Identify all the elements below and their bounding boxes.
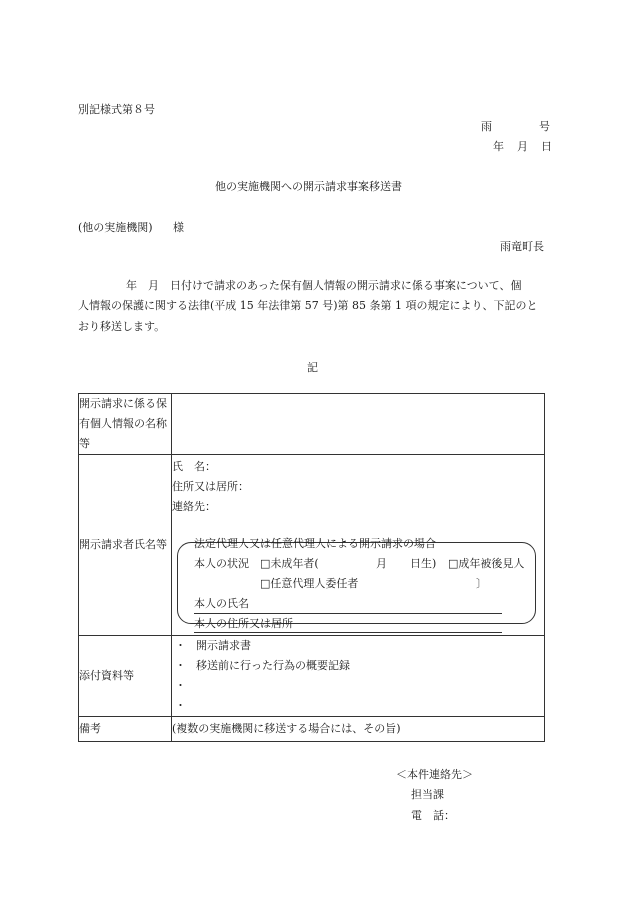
- addressee-name: (他の実施機関): [78, 221, 153, 234]
- proxy-month: 月: [376, 557, 387, 570]
- row-label-remarks: 備考: [79, 717, 172, 742]
- proxy-heading: 法定代理人又は任意代理人による開示請求の場合: [194, 537, 436, 550]
- row-label-line: 等: [79, 437, 90, 450]
- proxy-delegator-checkbox: □任意代理人委任者: [260, 577, 359, 590]
- proxy-bracket-close: 〕: [476, 577, 487, 590]
- table-row: [79, 717, 545, 742]
- body-line-2: 人情報の保護に関する法律(平成 15 年法律第 57 号)第 85 条第 1 項の規定により、下記のと: [78, 299, 538, 312]
- proxy-status-label: 本人の状況: [194, 557, 249, 570]
- bullet: ・: [175, 659, 186, 672]
- information-name-value: [172, 394, 545, 455]
- row-label-requester: 開示請求者氏名等: [79, 455, 172, 636]
- contact-heading: ＜本件連絡先＞: [396, 768, 473, 781]
- form-number: 別記様式第８号: [78, 103, 155, 116]
- date-month: 月: [517, 140, 528, 153]
- table-row: [79, 455, 545, 636]
- attachments-list: [172, 636, 545, 717]
- table-row: [79, 394, 545, 455]
- proxy-dob: 日生): [410, 557, 437, 570]
- principal-address-label: 本人の住所又は居所: [194, 617, 293, 630]
- principal-address-line: [194, 632, 502, 633]
- row-label-line: 開示請求に係る保: [79, 397, 167, 410]
- attachment-item: 移送前に行った行為の概要記録: [196, 659, 350, 672]
- date-day: 日: [541, 140, 552, 153]
- addressee-honorific: 様: [173, 221, 184, 234]
- requester-details: [172, 455, 545, 636]
- bullet: ・: [175, 679, 186, 692]
- ki-heading: 記: [307, 361, 318, 374]
- list-item: [172, 696, 544, 716]
- row-label-information-name: [79, 394, 172, 455]
- bullet: ・: [175, 699, 186, 712]
- proxy-minor-checkbox: □未成年者(: [260, 557, 319, 570]
- doc-number-prefix: 雨: [481, 120, 492, 133]
- list-item: [172, 656, 544, 676]
- date-year: 年: [493, 140, 504, 153]
- list-item: [172, 676, 544, 696]
- contact-phone-label: 電 話：: [411, 809, 455, 822]
- row-label-attachments: 添付資料等: [79, 636, 172, 717]
- table-row: [79, 636, 545, 717]
- attachment-item: 開示請求書: [196, 639, 251, 652]
- document-title: 他の実施機関への開示請求事案移送書: [215, 180, 402, 193]
- bullet: ・: [175, 639, 186, 652]
- body-line-1: 年 月 日付けで請求のあった保有個人情報の開示請求に係る事案について、個: [126, 279, 522, 292]
- remarks-value: (複数の実施機関に移送する場合には、その旨): [172, 717, 545, 742]
- list-item: [172, 636, 544, 656]
- body-line-3: おり移送します。: [78, 320, 166, 333]
- proxy-guardian-checkbox: □成年被後見人: [448, 557, 525, 570]
- contact-section-label: 担当課: [411, 788, 444, 801]
- doc-number-suffix: 号: [539, 120, 550, 133]
- principal-name-label: 本人の氏名: [194, 597, 249, 610]
- requester-name-label: 氏 名：: [172, 460, 216, 473]
- requester-address-label: 住所又は居所：: [172, 480, 249, 493]
- sender-name: 雨竜町長: [500, 240, 544, 253]
- transfer-details-table: [78, 393, 545, 742]
- row-label-line: 有個人情報の名称: [79, 417, 167, 430]
- requester-contact-label: 連絡先：: [172, 500, 216, 513]
